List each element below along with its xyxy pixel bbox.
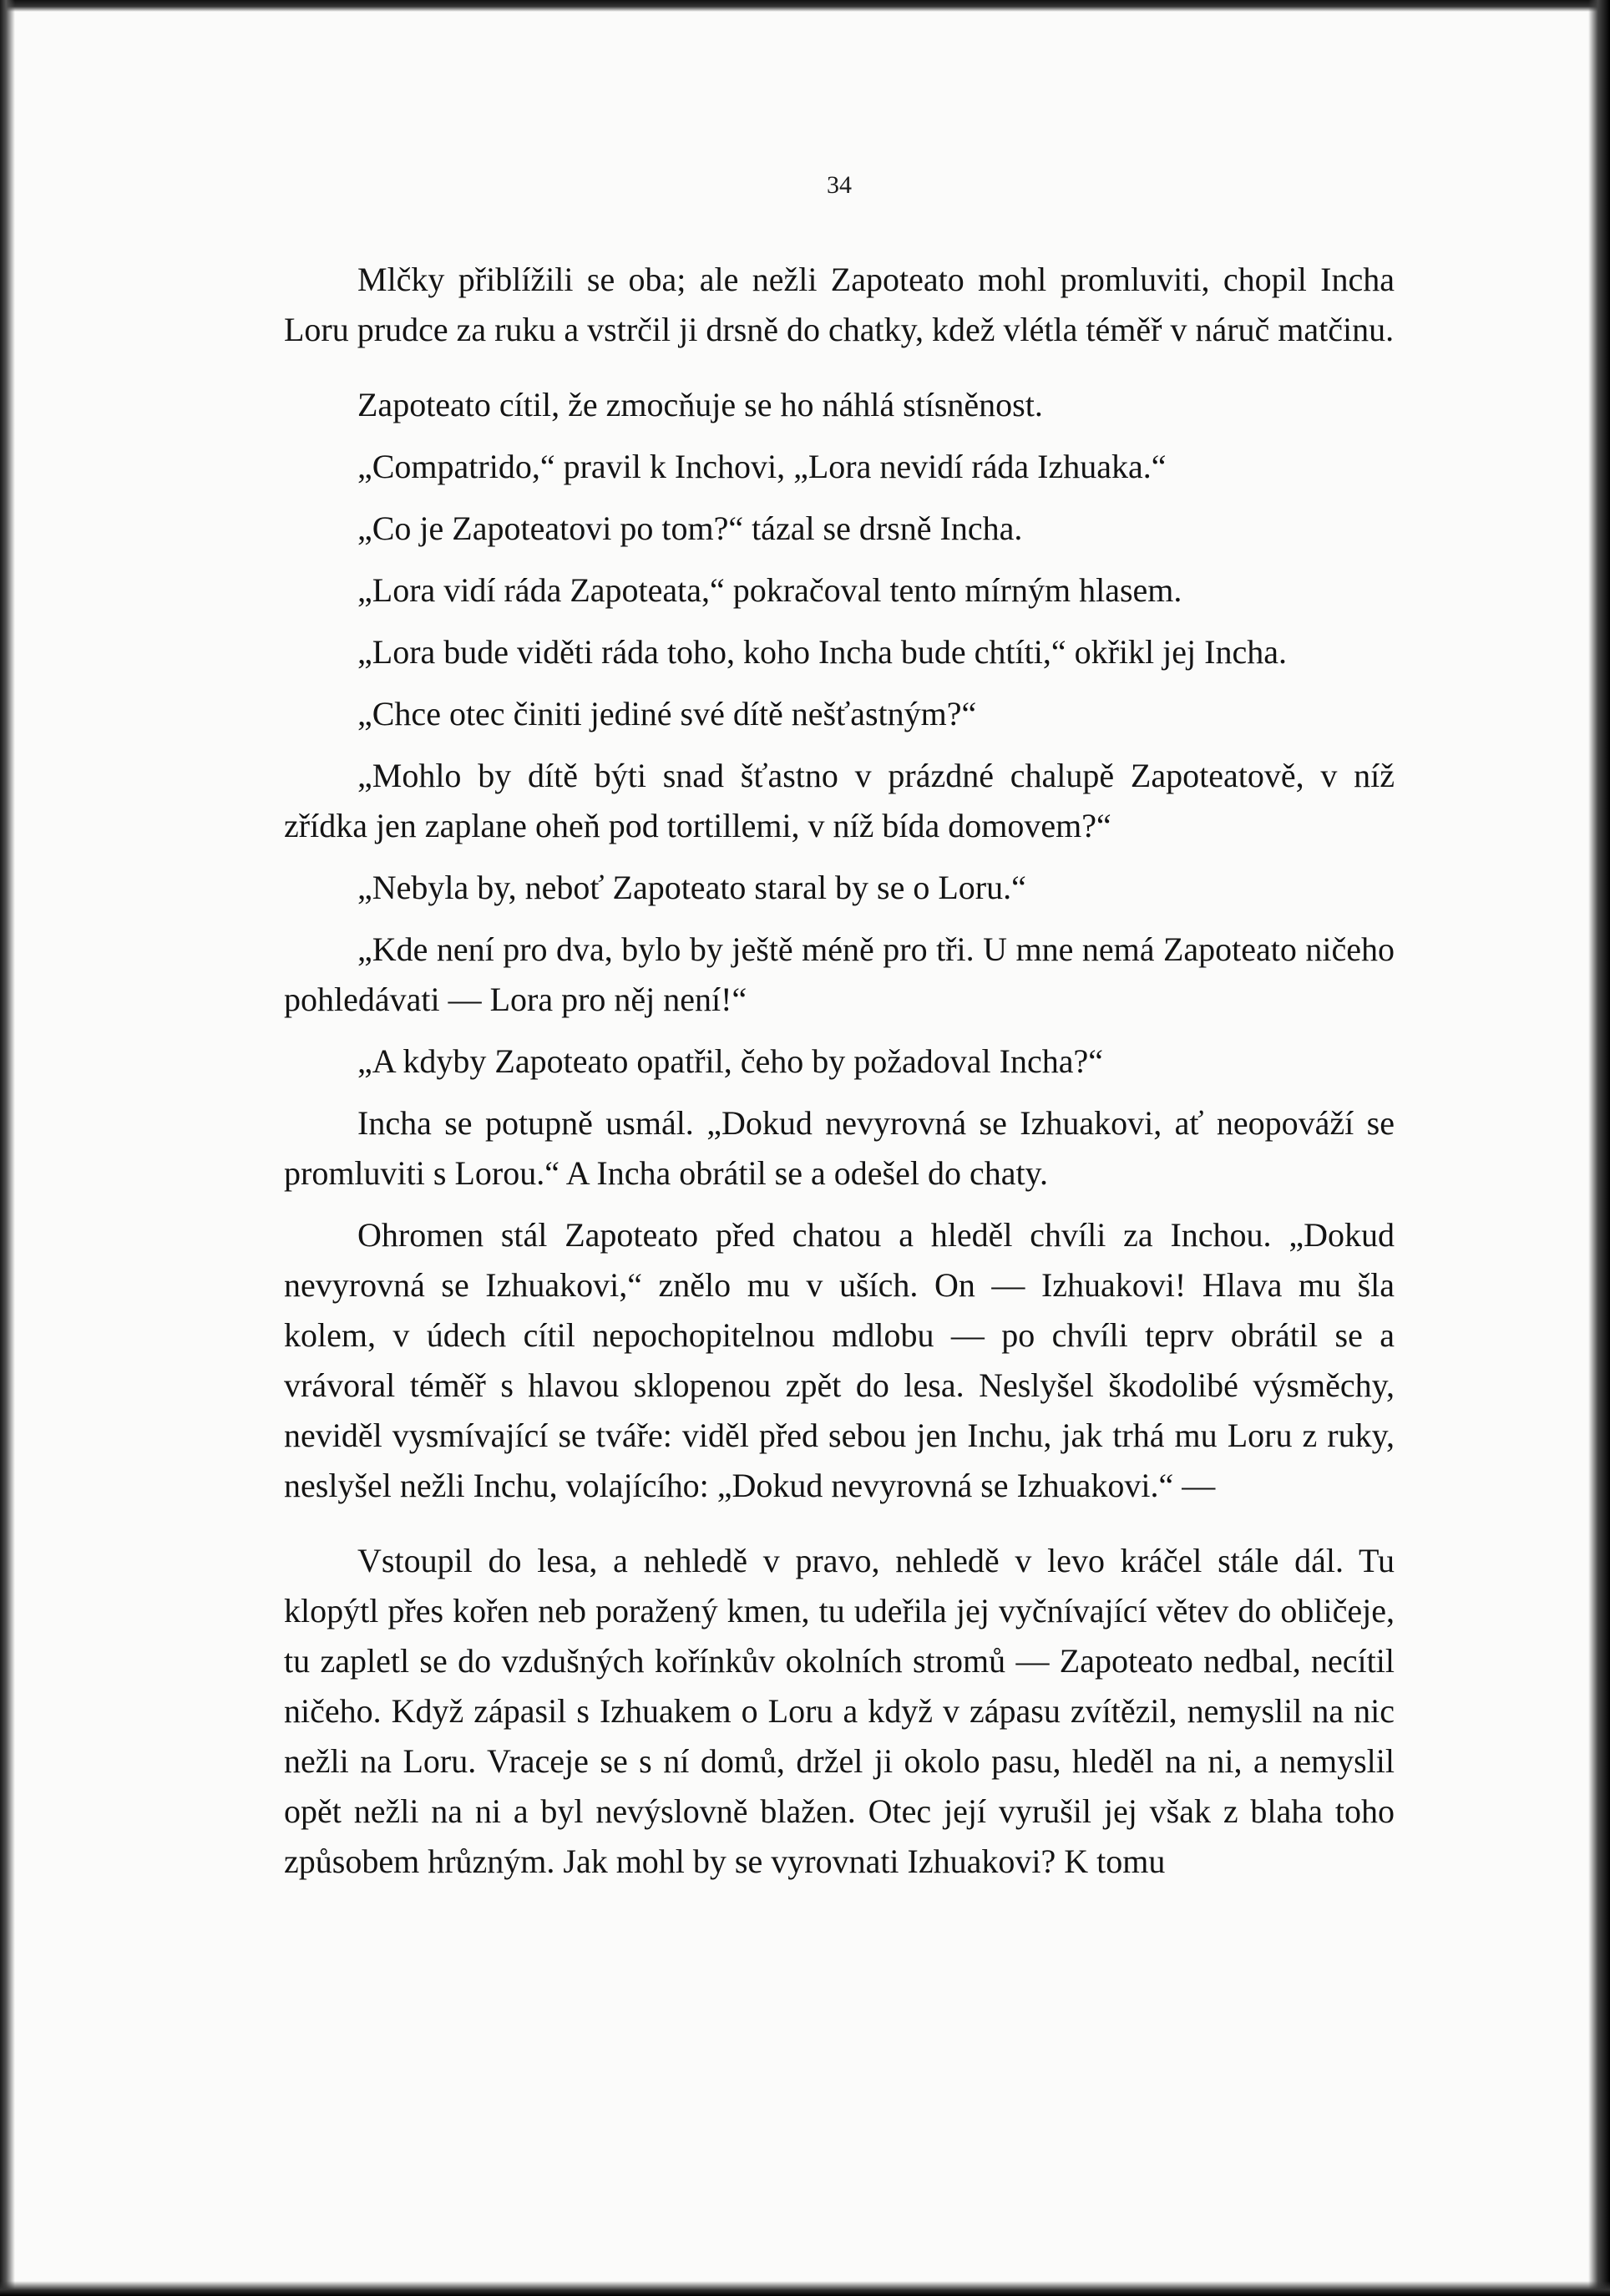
paragraph: „Kde není pro dva, bylo by ještě méně pro tři. U mne nemá Zapoteato ničeho pohledávati — Lora pro něj není!“ (284, 930, 1395, 1018)
paragraph: „Nebyla by, neboť Zapoteato staral by se o Loru.“ (357, 869, 1026, 906)
scan-edge-right (1588, 0, 1610, 2296)
paragraph: Vstoupil do lesa, a nehledě v pravo, nehledě v levo kráčel stále dál. Tu klopýtl přes kořen neb poražený kmen, tu udeřila jej vyčnívající větev do obličeje, tu zapletl se do vzdušných kořínkův okolních stromů — Zapoteato nedbal, necítil ničeho. Když zápasil s Izhuakem o Loru a když v zápasu zvítězil, nemyslil na nic nežli na Loru. Vraceje se s ní domů, držel ji okolo pasu, hleděl na ni, a nemyslil opět nežli na ni a byl nevýslovně blažen. Otec její vyrušil jej však z blaha toho způsobem hrůzným. Jak mohl by se vyrovnati Izhuakovi? K tomu (284, 1542, 1395, 1880)
paragraph: Zapoteato cítil, že zmocňuje se ho náhlá stísněnost. (357, 386, 1043, 423)
paragraph: „Mohlo by dítě býti snad šťastno v prázdné chalupě Zapoteatově, v níž zřídka jen zaplane oheň pod tortillemi, v níž bída domovem?“ (284, 757, 1395, 844)
body-text (284, 255, 1395, 1887)
paragraph: Ohromen stál Zapoteato před chatou a hleděl chvíli za Inchou. „Dokud nevyrovná se Izhuakovi,“ znělo mu v uších. On — Izhuakovi! Hlava mu šla kolem, v údech cítil nepochopitelnou mdlobu — po chvíli teprv obrátil se a vrávoral téměř s hlavou sklopenou zpět do lesa. Neslyšel škodolibé výsměchy, neviděl vysmívající se tváře: viděl před sebou jen Inchu, jak trhá mu Loru z ruky, neslyšel nežli Inchu, volajícího: „Dokud nevyrovná se Izhuakovi.“ — (284, 1216, 1395, 1504)
paragraph: „Compatrido,“ pravil k Inchovi, „Lora nevidí ráda Izhuaka.“ (357, 448, 1167, 485)
paragraph: „Lora bude viděti ráda toho, koho Incha bude chtíti,“ okřikl jej Incha. (357, 633, 1287, 671)
scan-edge-left (0, 0, 15, 2296)
paragraph: Incha se potupně usmál. „Dokud nevyrovná se Izhuakovi, ať neopováží se promluviti s Lorou.“ A Incha obrátil se a odešel do chaty. (284, 1104, 1395, 1192)
paragraph: „Chce otec činiti jediné své dítě nešťastným?“ (357, 695, 977, 732)
paragraph: Mlčky přiblížili se oba; ale nežli Zapoteato mohl promluviti, chopil Incha Loru prudce za ruku a vstrčil ji drsně do chatky, kdež vlétla téměř v náruč matčinu. (284, 261, 1395, 348)
scan-edge-top (0, 0, 1610, 12)
paragraph: „A kdyby Zapoteato opatřil, čeho by požadoval Incha?“ (357, 1042, 1103, 1080)
page-number: 34 (827, 171, 852, 199)
scan-edge-bottom (0, 2281, 1610, 2296)
paragraph: „Lora vidí ráda Zapoteata,“ pokračoval tento mírným hlasem. (357, 571, 1182, 609)
paragraph: „Co je Zapoteatovi po tom?“ tázal se drsně Incha. (357, 509, 1023, 547)
